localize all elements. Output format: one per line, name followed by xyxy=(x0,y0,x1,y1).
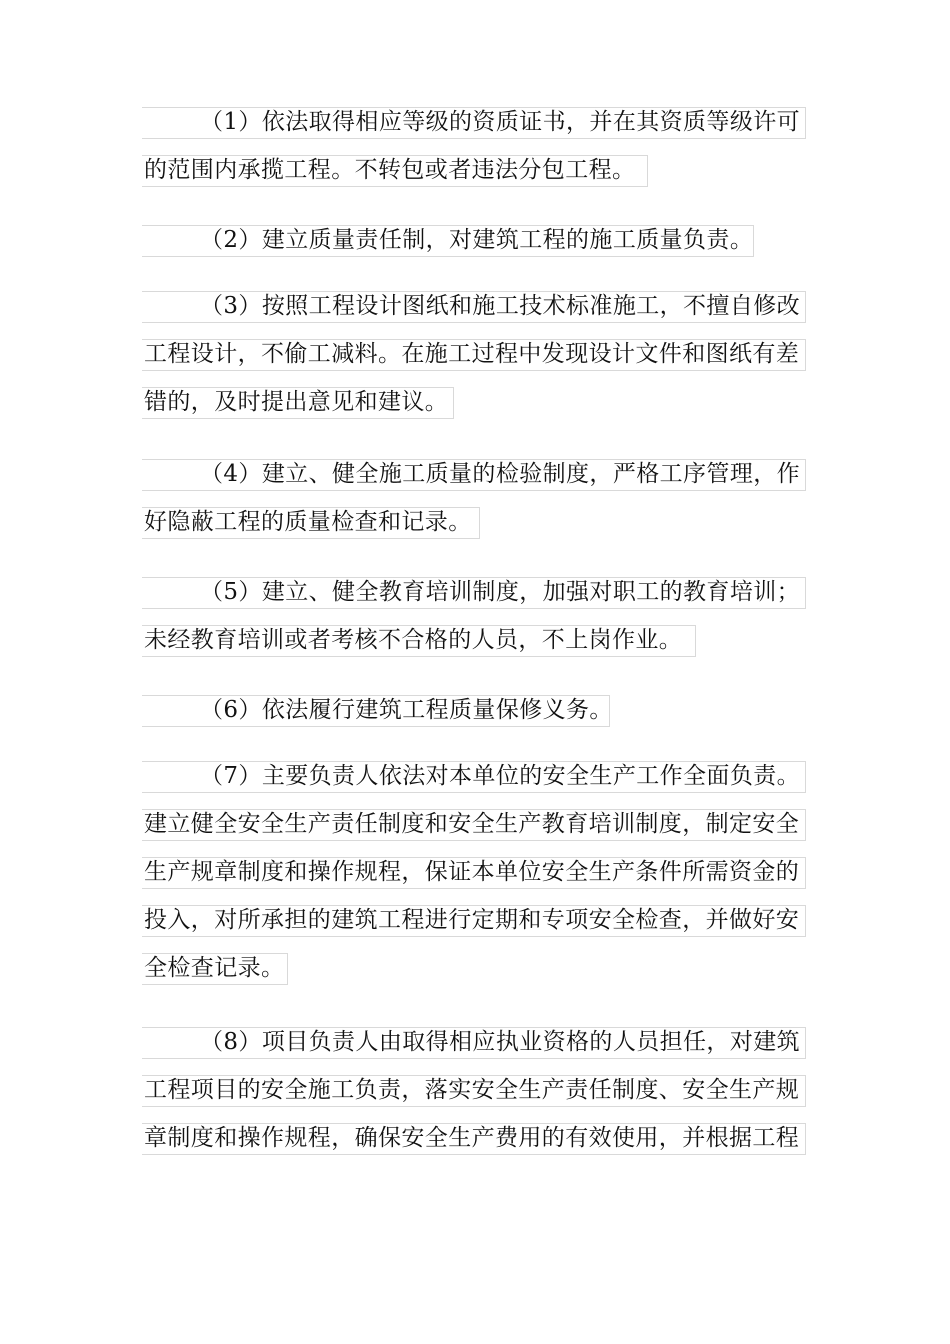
paragraph-line: 错的，及时提出意见和建议。 xyxy=(142,387,454,419)
paragraph-1 xyxy=(142,107,808,203)
paragraph-line: （4）建立、健全施工质量的检验制度，严格工序管理，作 xyxy=(142,459,806,491)
paragraph-line: 的范围内承揽工程。不转包或者违法分包工程。 xyxy=(142,155,648,187)
paragraph-5 xyxy=(142,577,808,673)
paragraph-line: （8）项目负责人由取得相应执业资格的人员担任，对建筑 xyxy=(142,1027,806,1059)
paragraph-line: （6）依法履行建筑工程质量保修义务。 xyxy=(142,695,610,727)
paragraph-line: （2）建立质量责任制，对建筑工程的施工质量负责。 xyxy=(142,225,754,257)
paragraph-8 xyxy=(142,1027,808,1171)
paragraph-line: 生产规章制度和操作规程，保证本单位安全生产条件所需资金的 xyxy=(142,857,806,889)
paragraph-4 xyxy=(142,459,808,555)
paragraph-line: 章制度和操作规程，确保安全生产费用的有效使用，并根据工程 xyxy=(142,1123,806,1155)
paragraph-line: 未经教育培训或者考核不合格的人员，不上岗作业。 xyxy=(142,625,696,657)
paragraph-line: 投入，对所承担的建筑工程进行定期和专项安全检查，并做好安 xyxy=(142,905,806,937)
paragraph-line: 建立健全安全生产责任制度和安全生产教育培训制度，制定安全 xyxy=(142,809,806,841)
paragraph-3 xyxy=(142,291,808,435)
paragraph-line: 全检查记录。 xyxy=(142,953,288,985)
paragraph-line: 好隐蔽工程的质量检查和记录。 xyxy=(142,507,480,539)
paragraph-line: （1）依法取得相应等级的资质证书，并在其资质等级许可 xyxy=(142,107,806,139)
paragraph-line: 工程项目的安全施工负责，落实安全生产责任制度、安全生产规 xyxy=(142,1075,806,1107)
paragraph-6 xyxy=(142,695,808,743)
paragraph-line: （3）按照工程设计图纸和施工技术标准施工，不擅自修改 xyxy=(142,291,806,323)
paragraph-2 xyxy=(142,225,808,273)
paragraph-line: 工程设计，不偷工减料。在施工过程中发现设计文件和图纸有差 xyxy=(142,339,806,371)
paragraph-line: （5）建立、健全教育培训制度，加强对职工的教育培训； xyxy=(142,577,806,609)
paragraph-7 xyxy=(142,761,808,1001)
paragraph-line: （7）主要负责人依法对本单位的安全生产工作全面负责。 xyxy=(142,761,806,793)
